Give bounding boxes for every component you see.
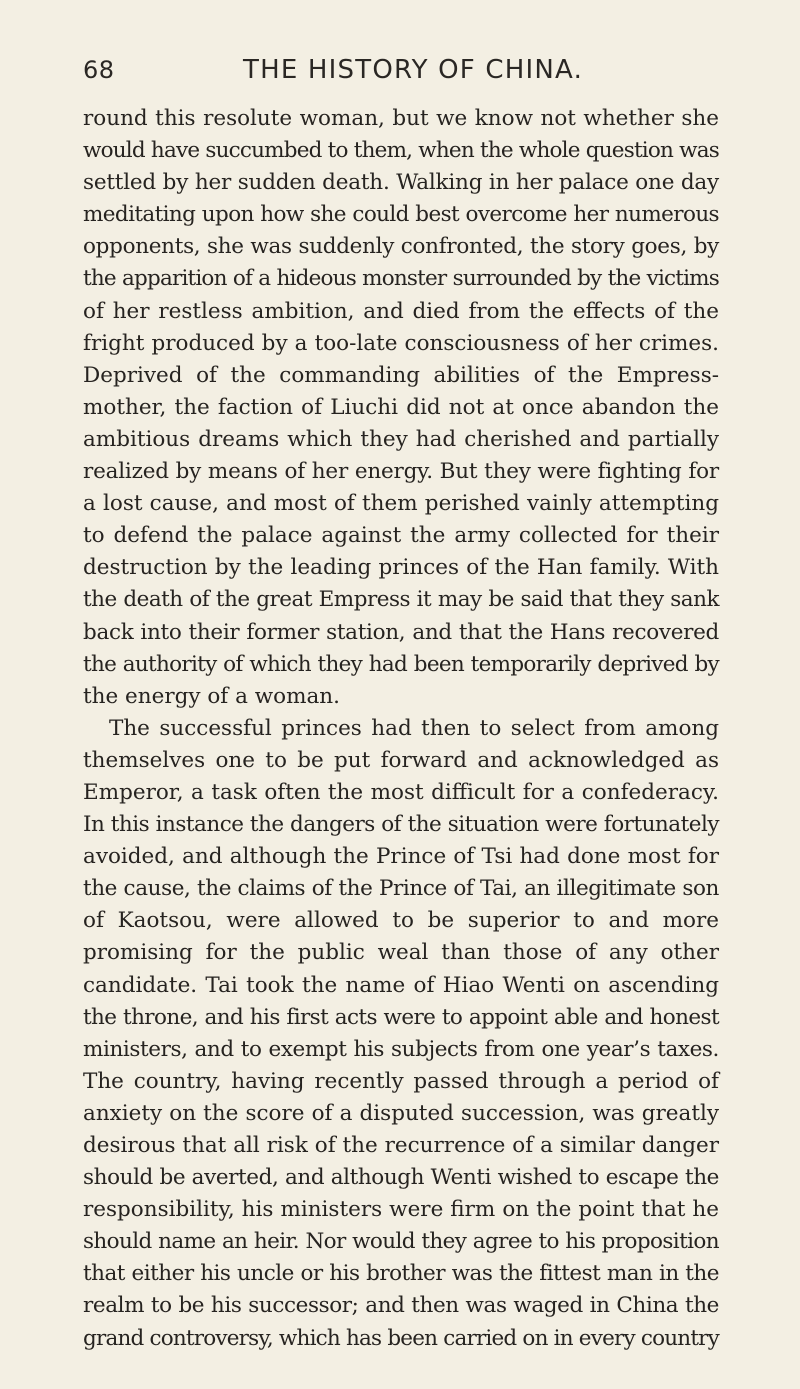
text-line: of her restless ambition, and died from the effects of the: [83, 298, 719, 324]
text-line: settled by her sudden death. Walking in her palace one day: [83, 170, 719, 196]
text-line: avoided, and although the Prince of Tsi had done most for: [83, 844, 719, 870]
text-line: that either his uncle or his brother was the fittest man in the: [83, 1261, 719, 1287]
text-line: promising for the public weal than those of any other: [83, 940, 719, 966]
text-line: the cause, the claims of the Prince of Tai, an illegitimate son: [83, 876, 719, 902]
text-line: the apparition of a hideous monster surrounded by the victims: [83, 266, 719, 292]
text-line: candidate. Tai took the name of Hiao Wenti on ascending: [83, 972, 719, 998]
text-line: In this instance the dangers of the situation were fortunately: [83, 812, 719, 838]
text-line: the authority of which they had been temporarily deprived by: [83, 651, 719, 677]
text-line: ambitious dreams which they had cherished and partially: [83, 426, 719, 452]
text-line: The country, having recently passed through a period of: [83, 1068, 719, 1094]
text-line: themselves one to be put forward and acknowledged as: [83, 747, 719, 773]
text-line: desirous that all risk of the recurrence of a similar danger: [83, 1133, 719, 1158]
text-line: responsibility, his ministers were firm on the point that he: [83, 1197, 719, 1223]
text-line: grand controversy, which has been carried on in every country: [83, 1325, 719, 1351]
text-line: the energy of a woman.: [83, 683, 340, 709]
text-line: realm to be his successor; and then was waged in China the: [83, 1293, 719, 1319]
text-line: opponents, she was suddenly confronted, the story goes, by: [83, 234, 719, 260]
text-line: meditating upon how she could best overcome her numerous: [83, 202, 719, 228]
text-line: should be averted, and although Wenti wished to escape the: [83, 1165, 719, 1191]
text-line: the death of the great Empress it may be said that they sank: [83, 587, 719, 613]
text-line: fright produced by a too-late consciousness of her crimes.: [83, 330, 719, 356]
text-line: to defend the palace against the army collected for their: [83, 523, 719, 549]
text-line: Emperor, a task often the most difficult for a confederacy.: [83, 779, 719, 805]
running-head: [83, 50, 718, 90]
text-line: of Kaotsou, were allowed to be superior to and more: [83, 908, 719, 934]
paragraph-2: [83, 713, 719, 1355]
text-line: would have succumbed to them, when the whole question was: [83, 138, 719, 164]
text-line: anxiety on the score of a disputed succession, was greatly: [83, 1100, 719, 1126]
text-line: Deprived of the commanding abilities of the Empress-: [83, 362, 719, 388]
text-line: should name an heir. Nor would they agree to his proposition: [83, 1229, 719, 1255]
body-text: [83, 103, 719, 1355]
text-line: ministers, and to exempt his subjects from one year’s taxes.: [83, 1036, 719, 1062]
running-title: THE HISTORY OF CHINA.: [243, 55, 584, 85]
paragraph-1: [83, 103, 719, 713]
page-number: 68: [83, 56, 115, 84]
text-line: round this resolute woman, but we know not whether she: [83, 106, 719, 131]
text-line: mother, the faction of Liuchi did not at once abandon the: [83, 394, 719, 420]
text-line: back into their former station, and that the Hans recovered: [83, 619, 719, 645]
text-line: The successful princes had then to select from among: [109, 715, 719, 741]
text-line: realized by means of her energy. But they were fighting for: [83, 459, 719, 485]
text-line: a lost cause, and most of them perished vainly attempting: [83, 491, 719, 517]
text-line: destruction by the leading princes of the Han family. With: [83, 555, 719, 581]
text-line: the throne, and his first acts were to appoint able and honest: [83, 1004, 719, 1030]
